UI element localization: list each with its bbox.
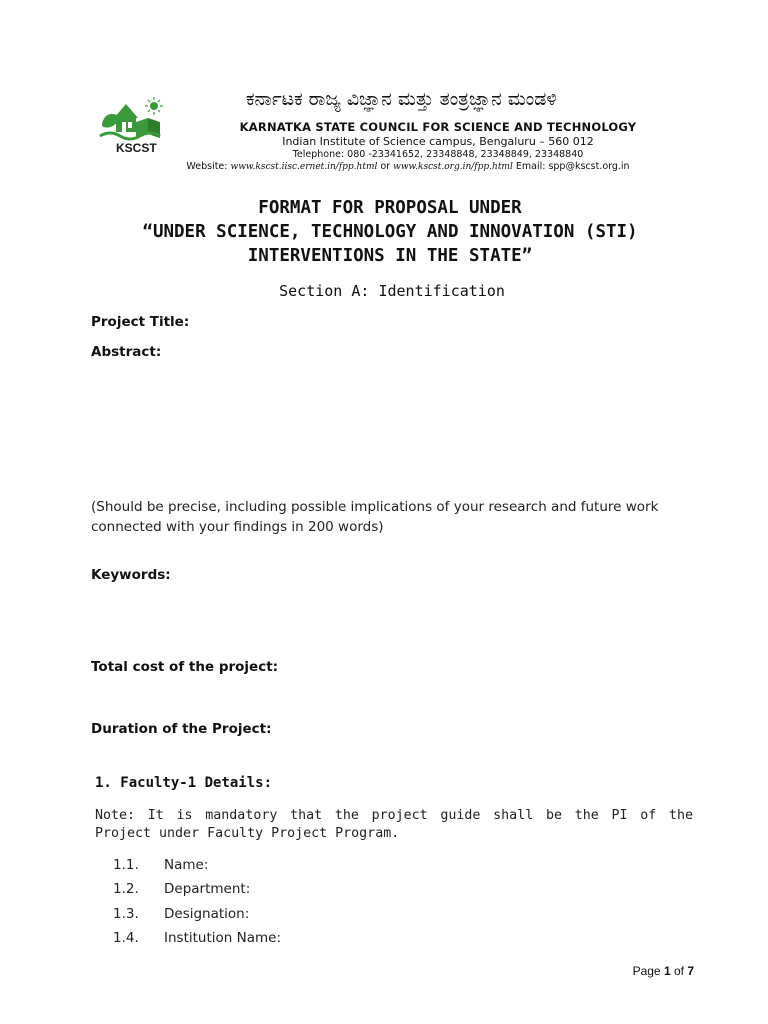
org-address: Indian Institute of Science campus, Bengaluru – 560 012 <box>282 135 594 148</box>
list-item-label: Name: <box>164 857 209 873</box>
abstract-note: (Should be precise, including possible implications of your research and future work connected with your findings in 200 words) <box>91 499 659 535</box>
title-line-2: “UNDER SCIENCE, TECHNOLOGY AND INNOVATION (STI) <box>142 222 638 242</box>
website-link-2[interactable]: www.kscst.org.in/fpp.html <box>393 162 513 172</box>
email-text: Email: spp@kscst.org.in <box>512 161 630 172</box>
page-word: Page <box>632 964 664 978</box>
list-item <box>113 881 250 897</box>
title-line-3: INTERVENTIONS IN THE STATE” <box>247 246 533 266</box>
total-cost-label: Total cost of the project: <box>91 659 279 675</box>
title-line-1: FORMAT FOR PROPOSAL UNDER <box>258 198 522 218</box>
of-word: of <box>670 964 688 978</box>
kscst-logo <box>96 96 176 156</box>
kannada-org-title: ಕರ್ನಾಟಕ ರಾಜ್ಯ ವಿಜ್ಞಾನ ಮತ್ತು ತಂತ್ರಜ್ಞಾನ ಮಂಡಳಿ <box>246 88 557 110</box>
current-page: 1 <box>663 964 671 978</box>
list-item <box>113 906 249 922</box>
list-item-label: Department: <box>164 881 251 897</box>
abstract-label: Abstract: <box>91 344 162 360</box>
project-title-label: Project Title: <box>91 314 190 330</box>
section-a-heading: Section A: Identification <box>279 282 505 300</box>
total-pages: 7 <box>687 964 694 978</box>
website-or: or <box>377 161 394 172</box>
kscst-logo-graphic <box>96 96 176 156</box>
duration-label: Duration of the Project: <box>91 721 272 737</box>
list-item-number: 1.2. <box>113 881 139 897</box>
list-item <box>113 857 208 873</box>
faculty-1-heading: 1. Faculty-1 Details: <box>95 775 273 791</box>
list-item-number: 1.3. <box>113 906 139 922</box>
website-link-1[interactable]: www.kscst.iisc.ernet.in/fpp.html <box>230 162 378 172</box>
keywords-label: Keywords: <box>91 567 171 583</box>
org-website-line <box>110 161 706 172</box>
page-number <box>600 964 694 978</box>
list-item-label: Designation: <box>164 906 250 922</box>
logo-text: KSCST <box>116 141 157 155</box>
org-name: KARNATKA STATE COUNCIL FOR SCIENCE AND TECHNOLOGY <box>239 120 637 134</box>
faculty-note: Note: It is mandatory that the project guide shall be the PI of the Project under Faculty Project Program. <box>95 808 693 841</box>
list-item-label: Institution Name: <box>164 930 281 946</box>
website-prefix: Website: <box>186 161 231 172</box>
org-telephone: Telephone: 080 -23341652, 23348848, 23348849, 23348840 <box>292 149 584 160</box>
list-item-number: 1.4. <box>113 930 139 946</box>
list-item <box>113 930 281 946</box>
list-item-number: 1.1. <box>113 857 139 873</box>
